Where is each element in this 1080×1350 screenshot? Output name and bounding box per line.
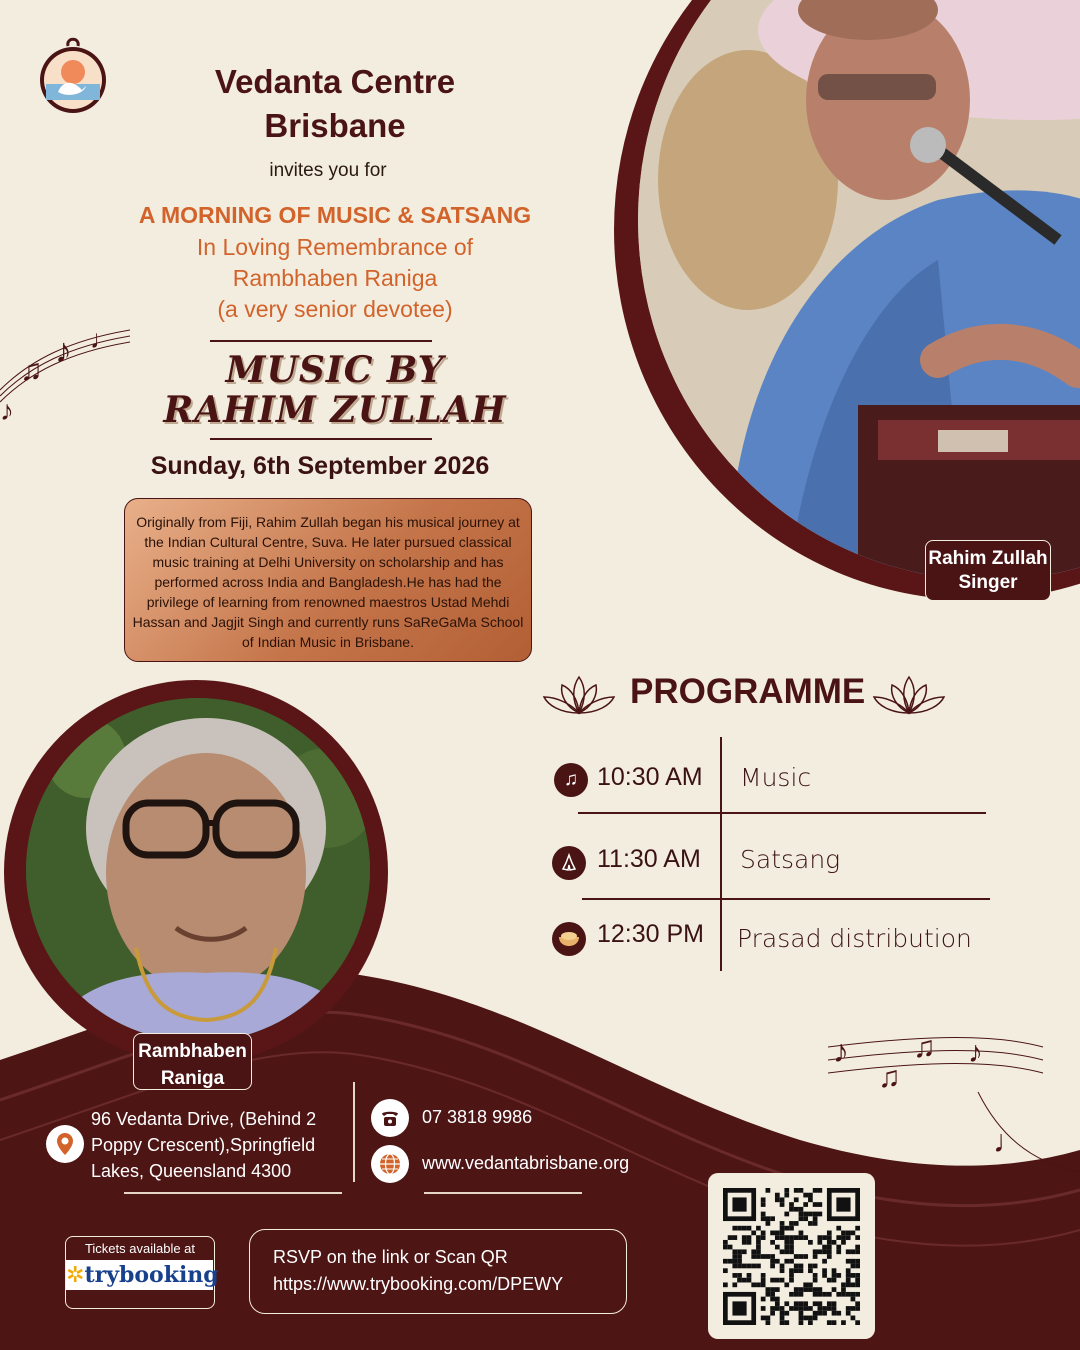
singer-role: Singer [958, 572, 1018, 593]
food-bowl-icon [552, 922, 586, 956]
singer-bio: Originally from Fiji, Rahim Zullah began his musical journey at the Indian Cultural Centre, Suva. He later pursued classical music training at Delhi University on scholarship and has performed across India and Bangladesh.He has had the privilege of learning from renowned maestros Ustad Mehdi Hassan and Jagjit Singh and currently runs SaReGaMa School of Indian Music in Brisbane. [124, 498, 532, 662]
lotus-icon-right [872, 675, 946, 717]
svg-text:♩: ♩ [993, 1123, 1025, 1159]
devotee-illustration [26, 698, 370, 1042]
programme-activity-1: Music [740, 763, 812, 792]
trybooking-star-icon: ✲ [66, 1263, 85, 1288]
programme-divider-vertical [720, 737, 722, 971]
venue-address [91, 1106, 341, 1184]
music-by-heading [140, 350, 530, 430]
svg-text:♩: ♩ [90, 324, 116, 354]
tickets-badge[interactable] [65, 1236, 219, 1309]
phone-icon [371, 1099, 409, 1137]
svg-text:♫: ♫ [20, 354, 43, 387]
divider-top [210, 340, 432, 342]
location-pin-icon [46, 1125, 84, 1163]
address-line3: Lakes, Queensland 4300 [91, 1161, 292, 1181]
qr-code-card[interactable] [708, 1173, 875, 1339]
address-line2: Poppy Crescent),Springfield [91, 1135, 316, 1155]
rsvp-box[interactable] [249, 1229, 627, 1314]
org-title-line2: Brisbane [264, 107, 406, 144]
phone-number[interactable]: 07 3818 9986 [422, 1107, 533, 1127]
organisation-title [170, 60, 500, 148]
svg-text:♪: ♪ [833, 1033, 849, 1069]
footer-divider-vertical [353, 1082, 355, 1182]
music-by-line1: MUSIC BY [225, 349, 445, 391]
event-subtitle [120, 232, 550, 325]
music-by-line2: RAHIM ZULLAH [163, 389, 507, 431]
rsvp-link[interactable]: https://www.trybooking.com/DPEWY [273, 1274, 564, 1294]
tickets-label: Tickets available at [84, 1241, 196, 1256]
devotee-name-tag [133, 1033, 252, 1090]
programme-divider-1 [578, 812, 986, 814]
vedanta-swan-logo-icon [38, 32, 108, 118]
website-link[interactable]: www.vedantabrisbane.org [422, 1153, 630, 1173]
svg-text:♫: ♫ [913, 1031, 936, 1064]
event-title: A MORNING OF MUSIC & SATSANG [138, 202, 532, 228]
event-subtitle-line1: In Loving Remembrance of [196, 234, 474, 260]
music-note-icon: ♫ [554, 763, 588, 797]
event-subtitle-line2: Rambhaben Raniga [232, 265, 438, 291]
lotus-icon-left [542, 675, 616, 717]
address-underline [124, 1192, 342, 1194]
singer-name: Rahim Zullah [928, 548, 1048, 569]
svg-text:♪: ♪ [55, 332, 72, 370]
devotee-name-line2: Raniga [160, 1068, 225, 1089]
svg-text:♪: ♪ [0, 395, 14, 426]
programme-time-1: 10:30 AM [597, 763, 703, 791]
programme-divider-2 [582, 898, 990, 900]
svg-text:♫: ♫ [878, 1061, 901, 1094]
devotee-photo-frame [4, 680, 388, 1064]
programme-title: PROGRAMME [630, 672, 866, 711]
event-date: Sunday, 6th September 2026 [150, 452, 490, 480]
qr-code-icon [723, 1188, 860, 1325]
devotee-photo [26, 698, 370, 1042]
devotee-name-line1: Rambhaben [138, 1041, 247, 1062]
programme-activity-2: Satsang [740, 845, 841, 874]
org-title-line1: Vedanta Centre [214, 63, 456, 100]
singer-name-tag [925, 540, 1051, 601]
address-line1: 96 Vedanta Drive, (Behind 2 [91, 1109, 317, 1129]
music-notes-decoration-left [0, 300, 135, 445]
programme-time-2: 11:30 AM [597, 845, 701, 873]
trybooking-logo [66, 1260, 219, 1290]
rsvp-text: RSVP on the link or Scan QR [273, 1247, 508, 1267]
invite-text: invites you for [269, 160, 387, 181]
music-notes-decoration-right [828, 1012, 1080, 1192]
svg-text:♪: ♪ [968, 1036, 983, 1069]
globe-icon [371, 1145, 409, 1183]
praying-hands-icon [552, 846, 586, 880]
programme-activity-3: Prasad distribution [737, 924, 972, 953]
contact-underline [424, 1192, 582, 1194]
trybooking-brand: trybooking [84, 1262, 219, 1288]
divider-bottom [210, 438, 432, 440]
programme-time-3: 12:30 PM [597, 920, 705, 948]
event-subtitle-line3: (a very senior devotee) [217, 296, 453, 322]
